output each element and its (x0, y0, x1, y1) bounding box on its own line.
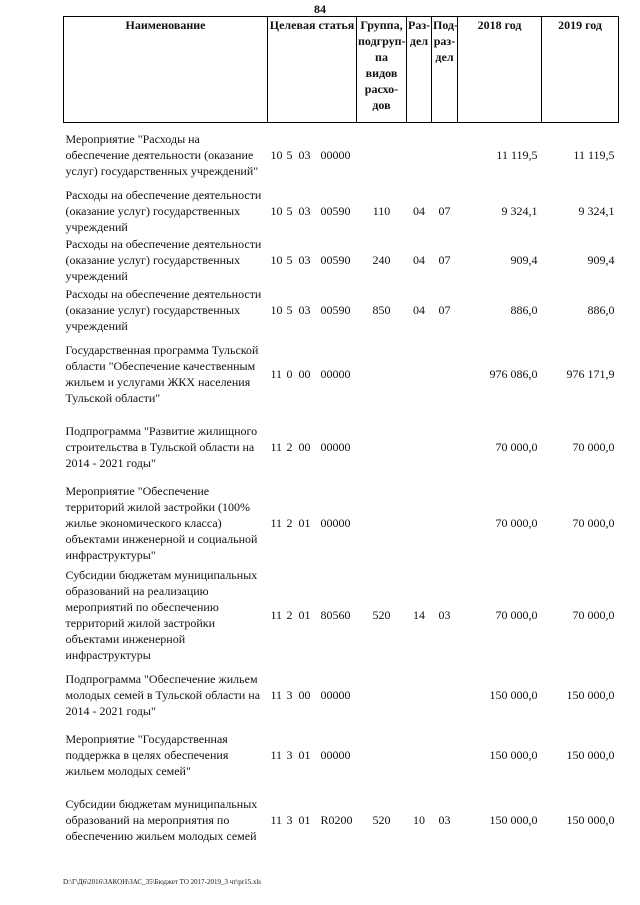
code-part: 10 (270, 252, 283, 267)
code-part: 00590 (320, 252, 351, 267)
row-amount-2019: 150 000,0 (566, 747, 615, 762)
code-part: 11 (270, 439, 283, 454)
row-amount-2019: 70 000,0 (572, 607, 615, 622)
row-subsection (432, 665, 458, 725)
code-part: 00590 (320, 302, 351, 317)
row-amount-2018: 909,4 (510, 252, 538, 267)
row-amount-2019: 886,0 (587, 302, 615, 317)
row-name: Субсидии бюджетам муниципальных образований на мероприятия по обеспечению жильем молодых семей (65, 796, 258, 843)
row-expense-group (357, 413, 407, 481)
header-name: Наименование (64, 17, 268, 123)
code-part: 03 (298, 302, 311, 317)
table-row (64, 725, 619, 785)
row-subsection (432, 413, 458, 481)
row-target-article (268, 413, 357, 481)
row-amount-2018: 886,0 (510, 302, 538, 317)
table-header (64, 17, 619, 123)
row-target-article (268, 335, 357, 413)
row-expense-group (357, 725, 407, 785)
header-subsection-line: раз- (433, 34, 456, 48)
code-part: 3 (286, 747, 293, 762)
code-part: R0200 (320, 812, 353, 827)
row-amount-2019: 150 000,0 (566, 687, 615, 702)
header-subsection-line: Под- (433, 18, 459, 32)
row-amount-2018: 150 000,0 (489, 747, 538, 762)
code-part: 10 (270, 203, 283, 218)
table-row (64, 785, 619, 855)
code-part: 00000 (320, 147, 351, 162)
row-amount-2018: 11 119,5 (496, 147, 538, 162)
code-part: 00000 (320, 687, 351, 702)
code-part: 11 (270, 366, 283, 381)
row-expense-group (357, 481, 407, 565)
code-part: 00000 (320, 747, 351, 762)
row-target-article (268, 235, 357, 285)
table-row (64, 235, 619, 285)
row-name: Расходы на обеспечение деятельности (оказание услуг) государственных учреждений (65, 286, 262, 333)
header-target-article: Целевая статья (268, 17, 357, 123)
code-part: 03 (298, 203, 311, 218)
code-part: 11 (270, 687, 283, 702)
table-row (64, 285, 619, 335)
code-part: 00000 (320, 439, 351, 454)
row-expense-group: 520 (372, 812, 391, 827)
header-subsection-line: дел (435, 50, 454, 64)
row-section: 04 (413, 302, 425, 317)
row-subsection (432, 725, 458, 785)
row-section (407, 481, 432, 565)
table-row (64, 481, 619, 565)
row-name: Расходы на обеспечение деятельности (оказание услуг) государственных учреждений (65, 236, 262, 283)
page-number: 84 (314, 2, 326, 16)
row-section: 04 (413, 252, 425, 267)
row-subsection: 07 (438, 302, 451, 317)
row-section (407, 665, 432, 725)
code-part: 03 (298, 252, 311, 267)
header-subsection (432, 17, 458, 123)
row-amount-2018: 150 000,0 (489, 687, 538, 702)
row-amount-2019: 976 171,9 (566, 366, 615, 381)
header-expense-group-line: Группа, (360, 18, 403, 32)
code-part: 10 (270, 302, 283, 317)
table-row (64, 335, 619, 413)
row-subsection (432, 481, 458, 565)
code-part: 3 (286, 812, 293, 827)
row-target-article (268, 725, 357, 785)
header-section (407, 17, 432, 123)
row-section (407, 413, 432, 481)
table-row (64, 413, 619, 481)
header-expense-group-line: дов (372, 98, 391, 112)
code-part: 01 (298, 747, 311, 762)
code-part: 01 (298, 515, 311, 530)
code-part: 00 (298, 439, 311, 454)
code-part: 00 (298, 366, 311, 381)
row-subsection (432, 123, 458, 187)
row-amount-2018: 976 086,0 (489, 366, 538, 381)
code-part: 0 (286, 366, 293, 381)
row-amount-2019: 909,4 (587, 252, 615, 267)
table-row (64, 123, 619, 187)
row-expense-group: 110 (372, 203, 391, 218)
row-amount-2019: 150 000,0 (566, 812, 615, 827)
row-amount-2019: 9 324,1 (578, 203, 615, 218)
row-target-article (268, 285, 357, 335)
row-amount-2018: 70 000,0 (495, 439, 538, 454)
table-row (64, 565, 619, 665)
code-part: 01 (298, 812, 311, 827)
row-name: Государственная программа Тульской области "Обеспечение качественным жильем и услугами ЖКХ населения Тульской области" (65, 342, 259, 405)
code-part: 5 (286, 302, 293, 317)
row-section (407, 123, 432, 187)
code-part: 2 (286, 607, 293, 622)
table-row (64, 665, 619, 725)
row-amount-2019: 70 000,0 (572, 515, 615, 530)
row-subsection: 03 (438, 607, 451, 622)
row-expense-group: 240 (372, 252, 391, 267)
row-name: Подпрограмма "Обеспечение жильем молодых семей в Тульской области на 2014 - 2021 годы" (65, 671, 261, 718)
code-part: 11 (270, 747, 283, 762)
row-name: Подпрограмма "Развитие жилищного строительства в Тульской области на 2014 - 2021 годы" (65, 423, 258, 470)
table-row (64, 187, 619, 235)
row-expense-group: 850 (372, 302, 391, 317)
row-amount-2018: 70 000,0 (495, 607, 538, 622)
row-target-article (268, 123, 357, 187)
header-expense-group-line: расхо- (364, 82, 399, 96)
row-name: Субсидии бюджетам муниципальных образований на реализацию мероприятий по обеспечению территорий жилой застройки объектами инженерной инфраструктуры (65, 567, 258, 662)
code-part: 11 (270, 607, 283, 622)
row-name: Мероприятие "Расходы на обеспечение деятельности (оказание услуг) государственных учреждений" (65, 131, 259, 178)
row-target-article (268, 785, 357, 855)
footer-file-path: D:\Г\Д6\2016\ЗАКОН\ЗАС_35\Бюджет ТО 2017-2019_3 чт\pr15.xls (63, 878, 261, 886)
row-amount-2018: 70 000,0 (495, 515, 538, 530)
code-part: 01 (298, 607, 311, 622)
header-section-line: Раз- (408, 18, 431, 32)
header-expense-group-line: подгруп- (358, 34, 406, 48)
code-part: 00590 (320, 203, 351, 218)
code-part: 10 (270, 147, 283, 162)
code-part: 11 (270, 515, 283, 530)
code-part: 5 (286, 203, 293, 218)
code-part: 03 (298, 147, 311, 162)
header-section-line: дел (409, 34, 429, 48)
row-amount-2019: 11 119,5 (573, 147, 615, 162)
code-part: 80560 (320, 607, 351, 622)
row-subsection: 03 (438, 812, 451, 827)
header-year-2018: 2018 год (458, 17, 542, 123)
row-subsection: 07 (438, 252, 451, 267)
row-section: 04 (413, 203, 425, 218)
row-amount-2019: 70 000,0 (572, 439, 615, 454)
header-expense-group-line: видов (365, 66, 398, 80)
row-section (407, 335, 432, 413)
row-name: Мероприятие "Обеспечение территорий жилой застройки (100% жилье экономического класса) объектами инженерной и социальной инфраструктуры" (65, 483, 258, 562)
code-part: 11 (270, 812, 283, 827)
budget-table (63, 16, 619, 855)
row-section (407, 725, 432, 785)
row-subsection (432, 335, 458, 413)
row-target-article (268, 187, 357, 235)
row-target-article (268, 665, 357, 725)
code-part: 5 (286, 147, 293, 162)
code-part: 00 (298, 687, 311, 702)
row-expense-group (357, 665, 407, 725)
row-expense-group (357, 335, 407, 413)
row-target-article (268, 565, 357, 665)
row-amount-2018: 150 000,0 (489, 812, 538, 827)
row-expense-group (357, 123, 407, 187)
header-expense-group-line: па (375, 50, 388, 64)
header-year-2019: 2019 год (542, 17, 619, 123)
row-target-article (268, 481, 357, 565)
row-section: 10 (413, 812, 425, 827)
code-part: 00000 (320, 366, 351, 381)
row-name: Расходы на обеспечение деятельности (оказание услуг) государственных учреждений (65, 187, 262, 234)
code-part: 5 (286, 252, 293, 267)
row-amount-2018: 9 324,1 (501, 203, 538, 218)
code-part: 2 (286, 515, 293, 530)
row-section: 14 (413, 607, 425, 622)
row-subsection: 07 (438, 203, 451, 218)
row-expense-group: 520 (372, 607, 391, 622)
row-name: Мероприятие "Государственная поддержка в целях обеспечения жильем молодых семей" (65, 731, 229, 778)
header-expense-group (357, 17, 407, 123)
code-part: 00000 (320, 515, 351, 530)
code-part: 3 (286, 687, 293, 702)
code-part: 2 (286, 439, 293, 454)
